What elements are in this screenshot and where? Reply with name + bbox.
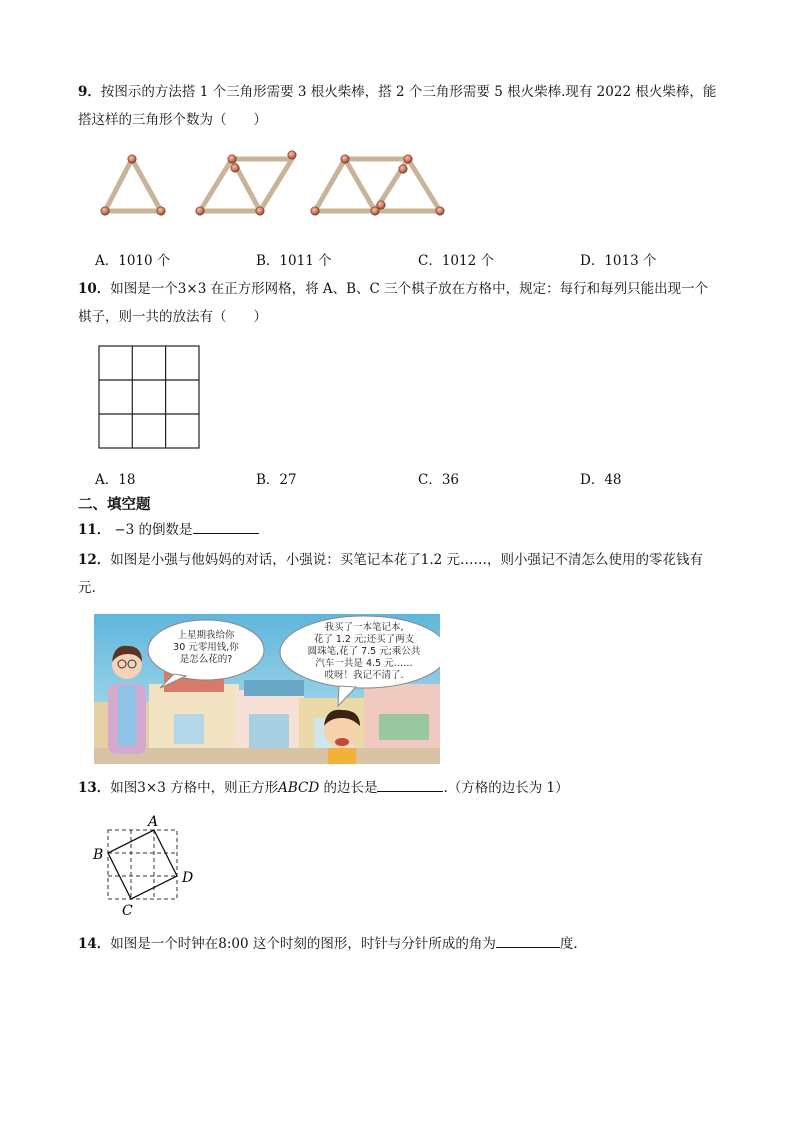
vertex-b-label: B (93, 847, 104, 863)
clock-time: 8:00 (218, 936, 249, 952)
square-abcd-figure (90, 812, 210, 922)
vertex-a-label: A (148, 814, 159, 830)
question-13 (78, 774, 750, 802)
math-value: −3 (114, 522, 135, 538)
square-name: ABCD (278, 780, 320, 796)
section-heading: 二、填空题 (78, 497, 151, 513)
question-text: 棋子，则一共的放法有（ ） (78, 309, 267, 325)
option-b: B．1011 个 (256, 253, 332, 269)
speech-line: 上星期我给你 (177, 630, 235, 641)
speech-line: 30 元零用钱,你 (173, 642, 239, 653)
option-d: D．48 (580, 472, 622, 488)
speech-line: 花了 1.2 元;还买了两支 (313, 634, 415, 645)
question-number: 11． (78, 522, 111, 538)
mom-speech-bubble (156, 630, 256, 666)
speech-line: 是怎么花的? (179, 654, 233, 665)
question-number: 9． (78, 84, 101, 100)
question-text: 如图3×3 方格中，则正方形 (110, 780, 279, 796)
question-text: 这个时刻的图形，时针与分针所成的角为 (248, 936, 496, 952)
speech-line: 哎呀！我记不清了. (324, 670, 404, 681)
speech-line: 汽车一共是 4.5 元…… (315, 658, 413, 669)
question-9 (78, 78, 750, 134)
option-a: A．18 (95, 472, 136, 488)
question-14 (78, 930, 750, 958)
answer-blank[interactable] (377, 776, 443, 792)
question-text: 的倒数是 (134, 522, 193, 538)
speech-line: 圆珠笔,花了 7.5 元;乘公共 (307, 646, 421, 657)
option-b: B．27 (256, 472, 297, 488)
speech-line: 我买了一本笔记本, (324, 622, 404, 633)
grid-3x3-figure (98, 345, 202, 451)
vertex-c-label: C (122, 903, 133, 919)
question-10 (78, 275, 750, 331)
question-12 (78, 546, 750, 602)
question-text: 元. (78, 580, 96, 596)
question-text: 搭这样的三角形个数为（ ） (78, 112, 267, 128)
question-text: .（方格的边长为 1） (443, 780, 569, 796)
question-text: 如图是一个时钟在 (110, 936, 219, 952)
question-text: 度. (559, 936, 578, 952)
question-number: 14． (78, 936, 111, 952)
question-11 (78, 516, 750, 544)
question-text: 如图是小强与他妈妈的对话，小强说：买笔记本花了1.2 元……，则小强记不清怎么使用的零花钱有 (110, 552, 704, 568)
option-a: A．1010 个 (95, 253, 171, 269)
dialogue-illustration (94, 614, 440, 764)
question-number: 12． (78, 552, 111, 568)
option-c: C．36 (418, 472, 460, 488)
vertex-d-label: D (182, 870, 194, 886)
boy-speech-bubble (287, 622, 440, 682)
question-text: 如图是一个3×3 在正方形网格，将 A、B、C 三个棋子放在方格中，规定：每行和每列只能出现一个 (110, 281, 709, 297)
matchstick-figure (95, 148, 455, 224)
question-number: 10． (78, 281, 111, 297)
question-text: 的边长是 (319, 780, 378, 796)
option-c: C．1012 个 (418, 253, 494, 269)
question-number: 13． (78, 780, 111, 796)
answer-blank[interactable] (193, 518, 259, 534)
answer-blank[interactable] (496, 932, 560, 948)
question-text: 按图示的方法搭 1 个三角形需要 3 根火柴棒，搭 2 个三角形需要 5 根火柴棒.现有 2022 根火柴棒，能 (100, 84, 717, 100)
option-d: D．1013 个 (580, 253, 657, 269)
